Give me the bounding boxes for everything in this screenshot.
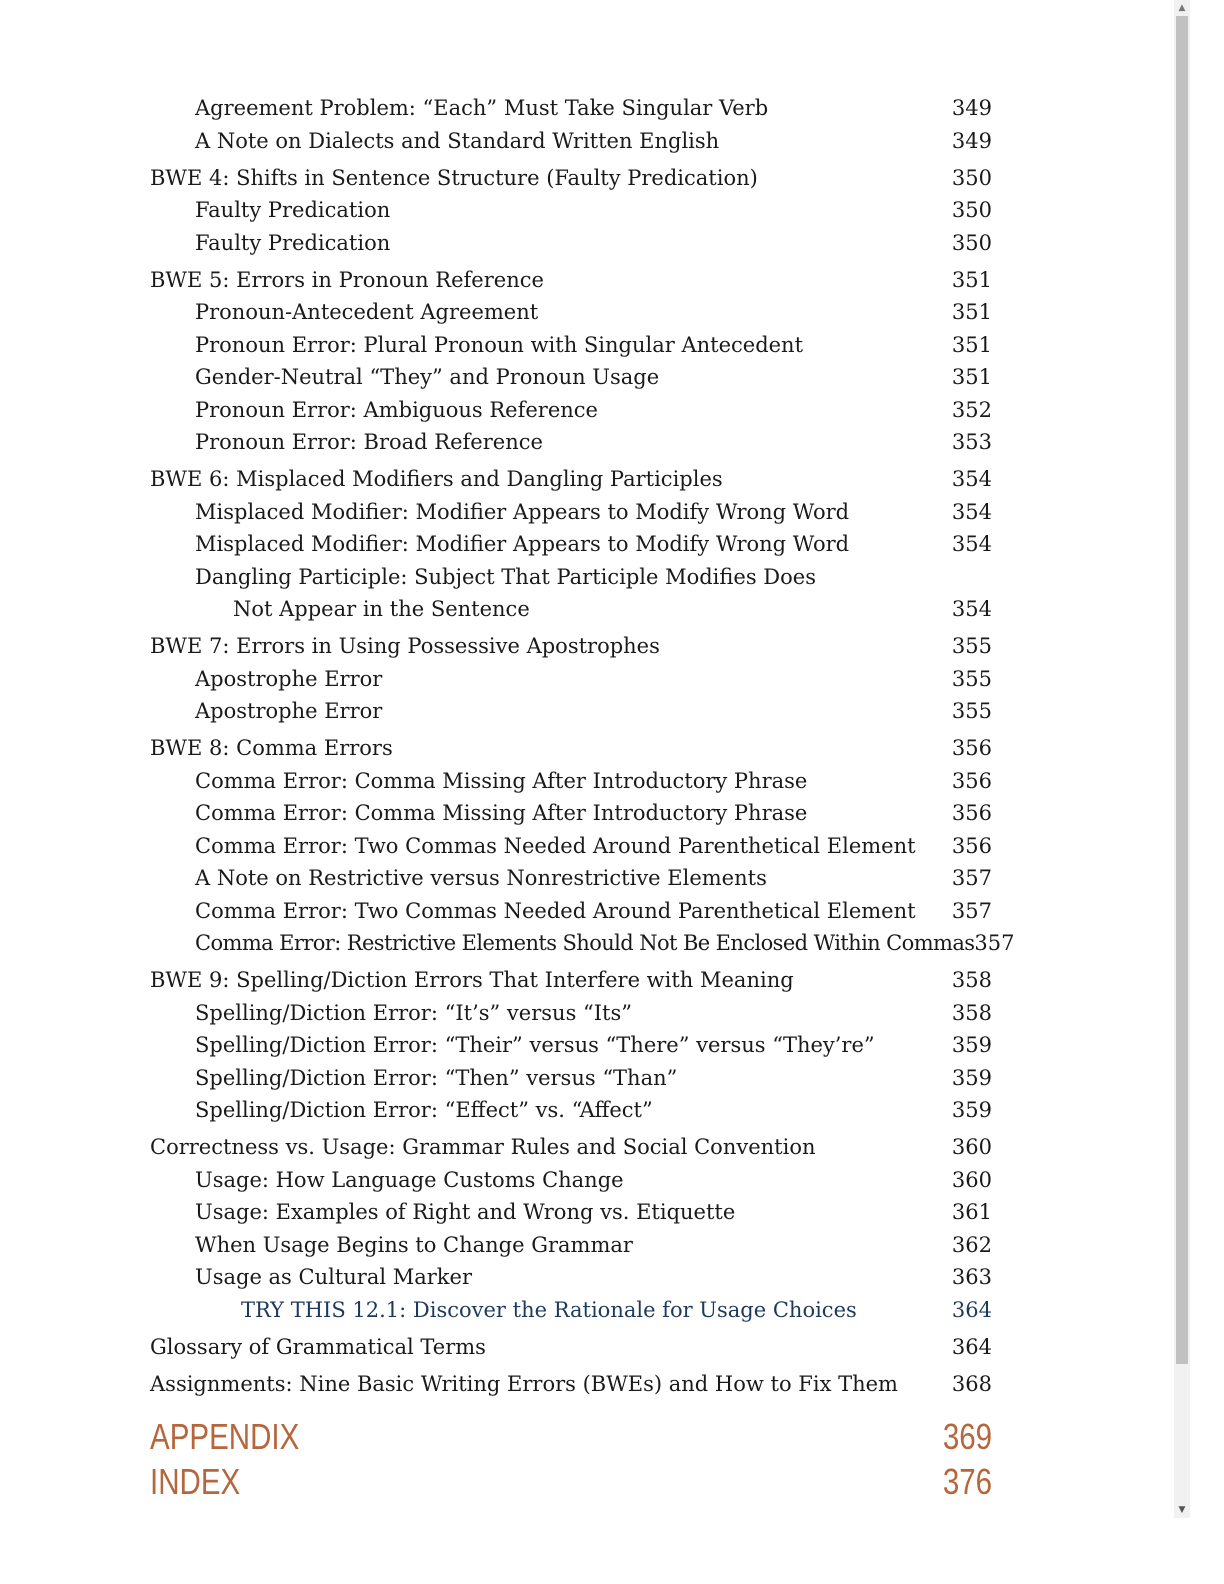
toc-entry: Comma Error: Two Commas Needed Around Parenthetical Element 357 [195, 898, 992, 923]
toc-entry: Dangling Participle: Subject That Participle Modifies Does [195, 564, 816, 589]
toc-entry: Usage as Cultural Marker 363 [195, 1265, 992, 1289]
toc-entry: Apostrophe Error 355 [195, 699, 992, 723]
toc-section: BWE 5: Errors in Pronoun Reference 351 [150, 267, 992, 292]
scroll-down-icon[interactable]: ▼ [1178, 1505, 1186, 1515]
scroll-up-icon[interactable]: ▲ [1178, 3, 1186, 13]
table-of-contents [150, 92, 1015, 1504]
toc-entry: When Usage Begins to Change Grammar 362 [195, 1232, 992, 1257]
toc-entry: Comma Error: Comma Missing After Introductory Phrase 356 [195, 768, 992, 793]
toc-entry: Misplaced Modifier: Modifier Appears to Modify Wrong Word 354 [195, 499, 992, 524]
scrollbar-thumb[interactable] [1176, 16, 1188, 1364]
toc-entry: Pronoun Error: Plural Pronoun with Singular Antecedent 351 [195, 332, 992, 357]
toc-entry: Comma Error: Comma Missing After Introductory Phrase 356 [195, 801, 992, 825]
toc-entry: Agreement Problem: “Each” Must Take Singular Verb 349 [195, 96, 992, 120]
toc-entry: A Note on Dialects and Standard Written English 349 [195, 128, 992, 153]
toc-entry: Pronoun-Antecedent Agreement 351 [195, 300, 992, 324]
toc-entry: A Note on Restrictive versus Nonrestrictive Elements 357 [195, 866, 992, 890]
toc-entry: Usage: How Language Customs Change 360 [195, 1167, 992, 1192]
toc-section: BWE 4: Shifts in Sentence Structure (Faulty Predication) 350 [150, 165, 992, 190]
toc-entry: Pronoun Error: Ambiguous Reference 352 [195, 397, 992, 422]
toc-entry: Comma Error: Restrictive Elements Should Not Be Enclosed Within Commas 357 [195, 931, 1015, 955]
index-title: INDEX [150, 1461, 241, 1502]
toc-section: BWE 8: Comma Errors 356 [150, 736, 992, 760]
toc-entry: Faulty Predication 350 [195, 198, 992, 222]
toc-section: BWE 7: Errors in Using Possessive Apostrophes 355 [150, 634, 992, 658]
toc-index [150, 1459, 992, 1504]
toc-try-this-link[interactable]: TRY THIS 12.1: Discover the Rationale for Usage Choices 364 [241, 1297, 992, 1322]
toc-entry: Spelling/Diction Error: “Then” versus “Than” 359 [195, 1065, 992, 1090]
toc-entry: Faulty Predication 350 [195, 230, 992, 255]
toc-entry-continued: Not Appear in the Sentence 354 [233, 597, 992, 621]
vertical-scrollbar[interactable] [1174, 0, 1190, 1518]
toc-section: BWE 6: Misplaced Modifiers and Dangling Participles 354 [150, 467, 992, 491]
toc-entry: Comma Error: Two Commas Needed Around Parenthetical Element 356 [195, 833, 992, 858]
toc-entry: Misplaced Modifier: Modifier Appears to Modify Wrong Word 354 [195, 532, 992, 556]
toc-entry: Spelling/Diction Error: “Their” versus “There” versus “They’re” 359 [195, 1033, 992, 1057]
appendix-title: APPENDIX [150, 1416, 300, 1457]
toc-entry: Usage: Examples of Right and Wrong vs. Etiquette 361 [195, 1200, 992, 1224]
toc-section: Correctness vs. Usage: Grammar Rules and Social Convention 360 [150, 1135, 992, 1159]
toc-section: Glossary of Grammatical Terms 364 [150, 1334, 992, 1359]
toc-section: Assignments: Nine Basic Writing Errors (BWEs) and How to Fix Them 368 [150, 1371, 992, 1396]
index-page: 376 [942, 1461, 992, 1502]
toc-entry: Gender-Neutral “They” and Pronoun Usage 351 [195, 365, 992, 389]
toc-appendix [150, 1414, 992, 1459]
toc-entry: Pronoun Error: Broad Reference 353 [195, 430, 992, 454]
toc-entry: Apostrophe Error 355 [195, 666, 992, 691]
toc-entry: Spelling/Diction Error: “Effect” vs. “Affect” 359 [195, 1098, 992, 1122]
toc-section: BWE 9: Spelling/Diction Errors That Interfere with Meaning 358 [150, 968, 992, 992]
appendix-page: 369 [942, 1416, 992, 1457]
toc-entry: Spelling/Diction Error: “It’s” versus “Its” 358 [195, 1000, 992, 1025]
